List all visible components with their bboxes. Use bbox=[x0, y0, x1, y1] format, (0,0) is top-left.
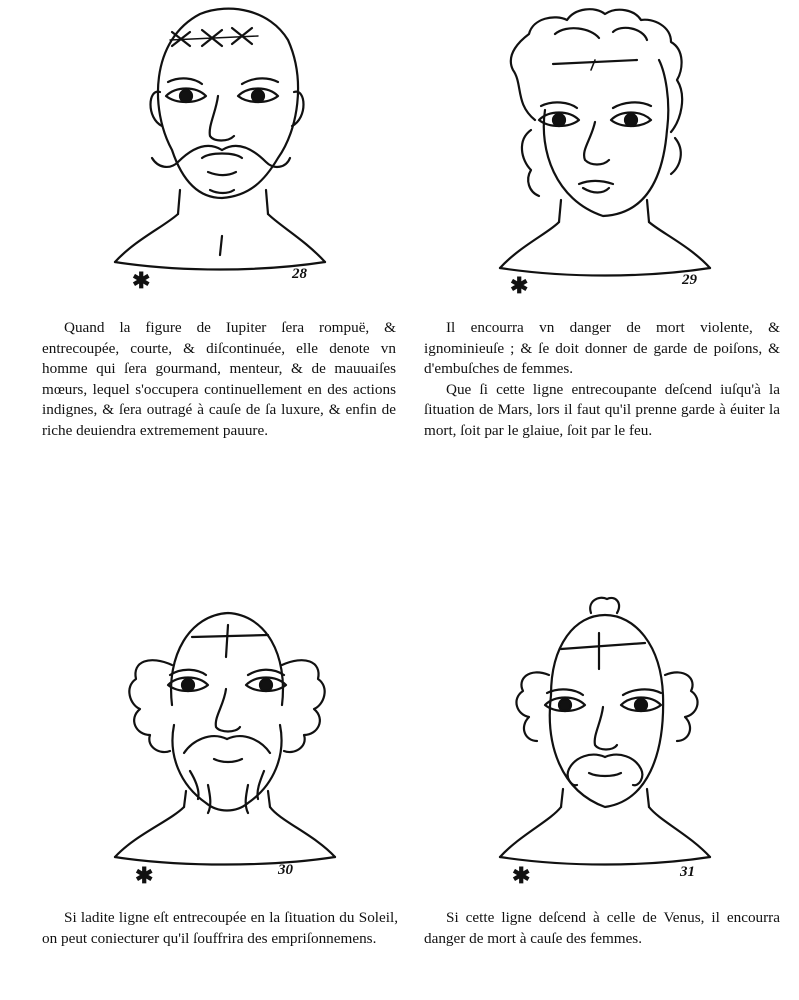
figure-28-caption bbox=[42, 318, 396, 441]
figure-30-head-illustration bbox=[110, 595, 340, 875]
figure-30-number: 30 bbox=[278, 862, 293, 878]
figure-29-star-mark: ✱ bbox=[510, 273, 529, 298]
figure-31-star-mark: ✱ bbox=[512, 863, 531, 888]
figure-29-caption-paragraph-1: Il encourra vn danger de mort violente, & ignominieuſe ; & ſe doit donner de garde de poiſons, & d'embuſches de femmes. bbox=[424, 319, 780, 377]
figure-29-number: 29 bbox=[682, 272, 697, 288]
figure-28-head-illustration bbox=[110, 0, 330, 280]
figure-31-caption bbox=[424, 908, 780, 949]
figure-29-caption bbox=[424, 318, 780, 441]
figure-30-star-mark: ✱ bbox=[135, 863, 154, 888]
figure-29-head-illustration bbox=[495, 0, 715, 285]
figure-28-caption-paragraph: Quand la figure de Iupiter ſera rompuë, & entrecoupée, courte, & diſcontinuée, elle denote vn homme qui ſera gourmand, menteur, & de mauuaiſes mœurs, lequel s'occupera continuellement en des actions indignes, & ſera outragé à cauſe de ſa luxure, & enfin de riche deuiendra extremement pauure. bbox=[42, 319, 396, 439]
figure-30-caption bbox=[42, 908, 398, 949]
figure-31-caption-paragraph: Si cette ligne deſcend à celle de Venus, il encourra danger de mort à cauſe des femmes. bbox=[424, 909, 780, 947]
figure-30-caption-paragraph: Si ladite ligne eſt entrecoupée en la ſituation du Soleil, on peut coniecturer qu'il ſouffrira des empriſonnemens. bbox=[42, 909, 398, 947]
figure-31-head-illustration bbox=[495, 595, 715, 875]
figure-31-number: 31 bbox=[680, 864, 695, 880]
figure-28-star-mark: ✱ bbox=[132, 268, 151, 293]
figure-28-number: 28 bbox=[292, 266, 307, 282]
figure-29-caption-paragraph-2: Que ſi cette ligne entrecoupante deſcend iuſqu'à la ſituation de Mars, lors il faut qu'il prenne garde à éuiter la mort, ſoit par le glaiue, ſoit par le feu. bbox=[424, 380, 780, 439]
